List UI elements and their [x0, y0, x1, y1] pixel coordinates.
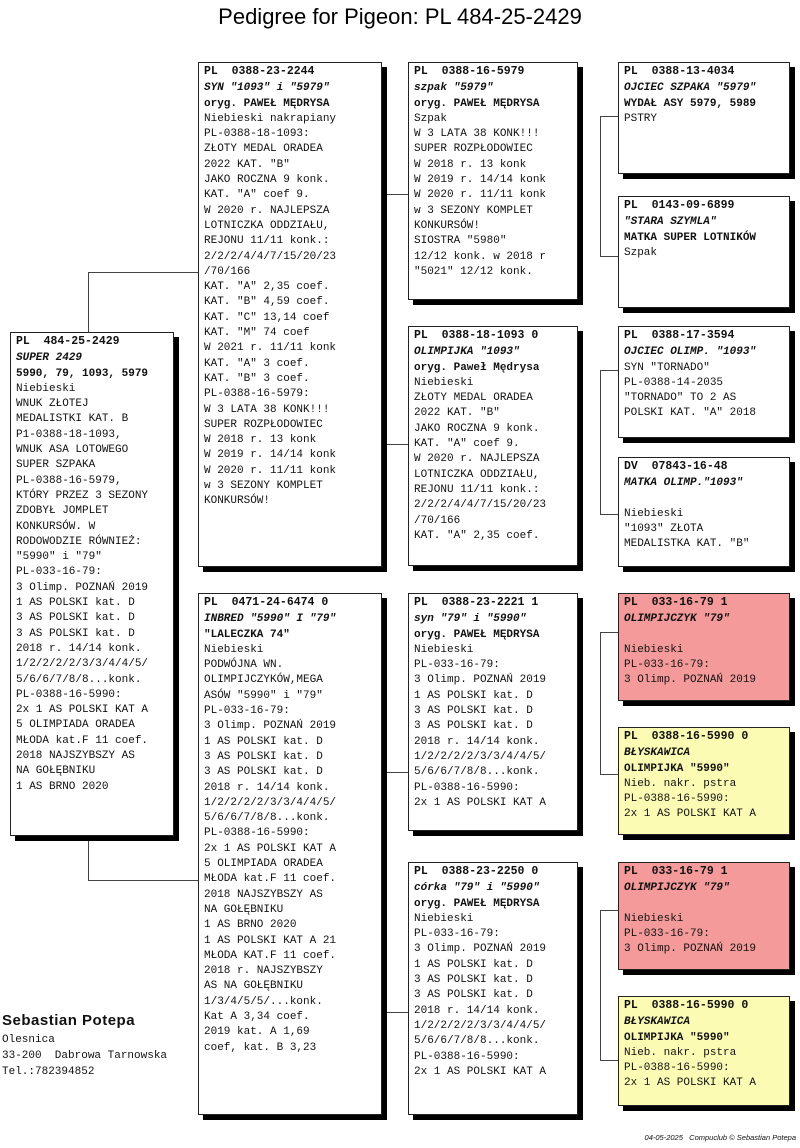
pigeon-note: /70/166: [414, 514, 461, 527]
pigeon-note: 3 AS POLSKI kat. D: [16, 627, 135, 640]
pigeon-note: 1 AS POLSKI kat. D: [16, 597, 135, 610]
pigeon-name: syn "79" i "5990": [414, 613, 527, 626]
ring-number: PL 0388-23-2244: [204, 65, 315, 78]
pigeon-note: ZDOBYŁ JOMPLET: [16, 505, 109, 518]
pigeon-note: W 2021 r. 11/11 konk: [204, 342, 337, 355]
pigeon-note: KAT. "A" coef 9.: [414, 438, 520, 451]
pigeon-note: Niebieski: [204, 643, 264, 656]
pigeon-note: 1 AS POLSKI kat. D: [204, 735, 323, 748]
pigeon-note: Niebieski: [414, 912, 474, 925]
pigeon-note: 2019 kat. A 1,69: [204, 1026, 310, 1039]
pigeon-note: W 2020 r. 11/11 konk: [414, 189, 547, 202]
pigeon-note: Nieb. nakr. pstra: [624, 1046, 737, 1059]
pigeon-note: W 2018 r. 13 konk: [204, 434, 317, 447]
pigeon-note: 5/6/6/7/8/8...konk.: [16, 673, 142, 686]
pigeon-note: 1 AS BRNO 2020: [204, 919, 297, 932]
pigeon-card-ffm[interactable]: [618, 196, 790, 308]
pigeon-note: 2018 NAJSZYBSZY AS: [16, 750, 135, 763]
pigeon-note: KAT. "A" 2,35 coef.: [414, 529, 540, 542]
pigeon-note: 3 Olimp. POZNAŃ 2019: [16, 581, 149, 594]
pigeon-note: LOTNICZKA ODDZIAŁU,: [204, 219, 330, 232]
pigeon-note: SUPER ROZPŁODOWIEC: [204, 418, 323, 431]
pigeon-note: 2x 1 AS POLSKI KAT A: [204, 842, 337, 855]
ring-number: PL 0471-24-6474 0: [204, 596, 329, 609]
connector-line: [88, 880, 198, 881]
pigeon-note: W 2019 r. 14/14 konk: [204, 449, 337, 462]
pigeon-note: Szpak: [414, 112, 448, 125]
pigeon-note: 2018 r. 14/14 konk.: [414, 1004, 540, 1017]
pigeon-highlight: oryg. PAWEŁ MĘDRYSA: [414, 628, 540, 641]
pigeon-card-mfm[interactable]: [618, 727, 790, 835]
pigeon-note: W 2018 r. 13 konk: [414, 158, 527, 171]
pigeon-note: 5/6/6/7/8/8...konk.: [414, 1035, 540, 1048]
connector-line: [600, 116, 601, 256]
ring-number: PL 0388-18-1093 0: [414, 329, 539, 342]
pigeon-note: PL-0388-16-5990:: [204, 827, 310, 840]
pigeon-note: PSTRY: [624, 112, 658, 125]
pigeon-note: 1 AS POLSKI KAT A 21: [204, 934, 337, 947]
owner-name: Sebastian Potepa: [2, 1012, 136, 1029]
pigeon-name: szpak "5979": [414, 82, 494, 95]
pigeon-note: PL-0388-16-5979,: [16, 474, 122, 487]
pigeon-note: WNUK ASA LOTOWEGO: [16, 444, 129, 457]
pigeon-name: SYN "1093" i "5979": [204, 82, 330, 95]
pigeon-note: 2022 KAT. "B": [204, 158, 290, 171]
connector-line: [600, 632, 618, 633]
pigeon-note: "TORNADO" TO 2 AS: [624, 392, 737, 405]
pigeon-highlight: oryg. PAWEŁ MĘDRYSA: [204, 97, 330, 110]
pigeon-note: Niebieski: [624, 507, 684, 520]
pigeon-note: P1-0388-18-1093,: [16, 428, 122, 441]
connector-line: [380, 194, 408, 195]
pigeon-highlight: "LALECZKA 74": [204, 628, 290, 641]
pigeon-note: KTÓRY PRZEZ 3 SEZONY: [16, 489, 149, 502]
pigeon-note: 3 AS POLSKI kat. D: [414, 974, 533, 987]
connector-line: [88, 836, 89, 880]
pigeon-note: 12/12 konk. w 2018 r: [414, 250, 547, 263]
pigeon-name: INBRED "5990" I "79": [204, 613, 337, 626]
pigeon-note: KAT. "A" coef 9.: [204, 189, 310, 202]
pigeon-note: 2x 1 AS POLSKI KAT A: [624, 1077, 757, 1090]
pigeon-note: 2018 NAJSZYBSZY AS: [204, 888, 323, 901]
pigeon-note: 2/2/2/4/4/7/15/20/23: [204, 250, 337, 263]
pigeon-note: MEDALISTKI KAT. B: [16, 413, 129, 426]
pigeon-note: 3 AS POLSKI kat. D: [414, 989, 533, 1002]
pigeon-note: MŁODA kat.F 11 coef.: [204, 873, 337, 886]
pigeon-note: Niebieski: [624, 912, 684, 925]
pigeon-highlight: oryg. PAWEŁ MĘDRYSA: [414, 97, 540, 110]
pigeon-note: PL-0388-16-5990:: [624, 793, 730, 806]
pigeon-note: AS NA GOŁĘBNIKU: [204, 980, 304, 993]
owner-phone: Tel.:782394852: [2, 1066, 95, 1078]
pigeon-card-mmf[interactable]: [618, 862, 790, 970]
pigeon-note: PL-0388-16-5990:: [414, 1050, 520, 1063]
pigeon-card-mm[interactable]: [408, 862, 578, 1115]
pigeon-note: MŁODA kat.F 11 coef.: [16, 734, 149, 747]
connector-line: [600, 774, 618, 775]
owner-address: 33-200 Dabrowa Tarnowska: [2, 1050, 168, 1062]
pigeon-note: JAKO ROCZNA 9 konk.: [204, 174, 330, 187]
pigeon-note: 5 OLIMPIADA ORADEA: [16, 719, 135, 732]
pigeon-note: Nieb. nakr. pstra: [624, 777, 737, 790]
connector-line: [600, 256, 618, 257]
pigeon-note: KAT. "B" 4,59 coef.: [204, 296, 330, 309]
pigeon-note: Szpak: [624, 246, 658, 259]
pigeon-note: 5 OLIMPIADA ORADEA: [204, 858, 323, 871]
pigeon-card-mff[interactable]: [618, 593, 790, 701]
pigeon-note: KONKURSÓW. W: [16, 520, 96, 533]
pigeon-card-ff[interactable]: [408, 62, 578, 300]
pigeon-name: OJCIEC OLIMP. "1093": [624, 346, 757, 359]
pigeon-note: 3 Olimp. POZNAŃ 2019: [414, 674, 547, 687]
pigeon-note: "5021" 12/12 konk.: [414, 265, 533, 278]
pigeon-card-father[interactable]: [198, 62, 382, 567]
pigeon-note: 1 AS BRNO 2020: [16, 780, 109, 793]
pigeon-name: MATKA OLIMP."1093": [624, 477, 743, 490]
pigeon-card-main[interactable]: [10, 332, 174, 836]
pigeon-card-fm[interactable]: [408, 326, 578, 566]
pigeon-highlight: oryg. PAWEŁ MĘDRYSA: [414, 897, 540, 910]
pigeon-note: 3 Olimp. POZNAŃ 2019: [624, 674, 757, 687]
ring-number: PL 0388-13-4034: [624, 65, 735, 78]
pigeon-note: "5990" i "79": [16, 551, 102, 564]
pigeon-note: [624, 492, 784, 507]
pigeon-note: PL-0388-16-5990:: [16, 688, 122, 701]
pigeon-note: RODOWODZIE RÓWNIEŻ:: [16, 535, 142, 548]
pigeon-note: 2018 r. 14/14 konk.: [16, 642, 142, 655]
pigeon-note: W 3 LATA 38 KONK!!!: [204, 403, 330, 416]
pigeon-note: 1/3/4/5/5/...konk.: [204, 995, 323, 1008]
pigeon-note: PL-033-16-79:: [414, 659, 500, 672]
pigeon-card-fff[interactable]: [618, 62, 790, 174]
pigeon-card-fmm[interactable]: [618, 457, 790, 567]
pigeon-name: OLIMPIJCZYK "79": [624, 613, 730, 626]
pigeon-note: W 2020 r. NAJLEPSZA: [204, 204, 330, 217]
ring-number: PL 0388-16-5990 0: [624, 999, 749, 1012]
connector-line: [600, 632, 601, 774]
pigeon-highlight: OLIMPIJKA "5990": [624, 1031, 730, 1044]
connector-line: [600, 514, 618, 515]
ring-number: PL 033-16-79 1: [624, 596, 728, 609]
pigeon-note: 1 AS POLSKI kat. D: [414, 689, 533, 702]
pigeon-highlight: MATKA SUPER LOTNIKÓW: [624, 231, 757, 244]
connector-line: [600, 910, 601, 1060]
pigeon-note: PL-0388-16-5990:: [624, 1062, 730, 1075]
pigeon-note: 5/6/6/7/8/8...konk.: [204, 812, 330, 825]
pigeon-note: KAT. "A" 3 coef.: [204, 357, 310, 370]
pigeon-note: MŁODA KAT.F 11 coef.: [204, 949, 337, 962]
pigeon-note: PL-0388-16-5990:: [414, 781, 520, 794]
connector-line: [380, 1012, 408, 1013]
pigeon-note: PODWÓJNA WN.: [204, 659, 284, 672]
pigeon-note: 1/2/2/2/2/3/3/4/4/5/: [414, 1019, 547, 1032]
pigeon-note: PL-0388-16-5979:: [204, 388, 310, 401]
pigeon-highlight: OLIMPIJKA "5990": [624, 762, 730, 775]
pigeon-note: KAT. "C" 13,14 coef: [204, 311, 330, 324]
ring-number: DV 07843-16-48: [624, 460, 728, 473]
ring-number: PL 0388-23-2221 1: [414, 596, 539, 609]
pigeon-note: 3 AS POLSKI kat. D: [16, 612, 135, 625]
pigeon-card-fmf[interactable]: [618, 326, 790, 438]
pigeon-name: BŁYSKAWICA: [624, 747, 691, 760]
pigeon-name: "STARA SZYMLA": [624, 216, 717, 229]
ring-number: PL 0388-16-5990 0: [624, 730, 749, 743]
pigeon-note: SIOSTRA "5980": [414, 235, 507, 248]
pigeon-note: 2022 KAT. "B": [414, 407, 500, 420]
pigeon-note: KAT. "M" 74 coef: [204, 327, 310, 340]
pigeon-note: KONKURSÓW!: [414, 219, 481, 232]
pigeon-note: REJONU 11/11 konk.:: [414, 483, 540, 496]
pigeon-name: OLIMPIJCZYK "79": [624, 882, 730, 895]
connector-line: [380, 772, 408, 773]
pigeon-note: w 3 SEZONY KOMPLET: [414, 204, 533, 217]
connector-line: [600, 1060, 618, 1061]
pigeon-note: w 3 SEZONY KOMPLET: [204, 480, 323, 493]
pigeon-note: LOTNICZKA ODDZIAŁU,: [414, 468, 540, 481]
pigeon-note: PL-0388-14-2035: [624, 376, 724, 389]
pigeon-highlight: 5990, 79, 1093, 5979: [16, 367, 149, 380]
pigeon-note: PL-033-16-79:: [624, 928, 710, 941]
pigeon-name: BŁYSKAWICA: [624, 1016, 691, 1029]
pigeon-note: 1/2/2/2/2/3/3/4/4/5/: [414, 750, 547, 763]
pigeon-note: 2x 1 AS POLSKI KAT A: [16, 704, 149, 717]
pigeon-note: coef, kat. B 3,23: [204, 1041, 317, 1054]
pigeon-note: Niebieski: [16, 382, 76, 395]
pigeon-note: ZŁOTY MEDAL ORADEA: [414, 392, 533, 405]
pigeon-note: 1 AS POLSKI kat. D: [414, 958, 533, 971]
pigeon-name: SUPER 2429: [16, 352, 83, 365]
pigeon-note: ASÓW "5990" i "79": [204, 689, 323, 702]
pigeon-note: W 2019 r. 14/14 konk: [414, 174, 547, 187]
pigeon-note: OLIMPIJCZYKÓW,MEGA: [204, 674, 323, 687]
pigeon-note: Kat A 3,34 coef.: [204, 1011, 310, 1024]
pigeon-note: W 2020 r. 11/11 konk: [204, 464, 337, 477]
pigeon-note: NA GOŁĘBNIKU: [16, 765, 96, 778]
pigeon-note: 2018 r. NAJSZYBSZY: [204, 965, 323, 978]
pigeon-note: Niebieski: [414, 643, 474, 656]
pigeon-note: KONKURSÓW!: [204, 495, 271, 508]
ring-number: PL 0143-09-6899: [624, 199, 735, 212]
pigeon-note: REJONU 11/11 konk.:: [204, 235, 330, 248]
pigeon-note: 3 AS POLSKI kat. D: [414, 705, 533, 718]
pigeon-note: /70/166: [204, 265, 251, 278]
pigeon-highlight: oryg. Paweł Mędrysa: [414, 361, 540, 374]
pigeon-card-mother[interactable]: [198, 593, 382, 1115]
pigeon-highlight: WYDAŁ ASY 5979, 5989: [624, 97, 757, 110]
pigeon-note: POLSKI KAT. "A" 2018: [624, 407, 757, 420]
pigeon-note: Niebieski nakrapiany: [204, 112, 337, 125]
connector-line: [600, 370, 618, 371]
pigeon-note: SYN "TORNADO": [624, 361, 710, 374]
pigeon-note: 2x 1 AS POLSKI KAT A: [414, 1065, 547, 1078]
ring-number: PL 484-25-2429: [16, 335, 120, 348]
pigeon-note: Niebieski: [414, 376, 474, 389]
pigeon-note: PL-033-16-79:: [414, 928, 500, 941]
pigeon-note: 3 AS POLSKI kat. D: [204, 750, 323, 763]
pigeon-note: "1093" ZŁOTA: [624, 523, 704, 536]
ring-number: PL 033-16-79 1: [624, 865, 728, 878]
connector-line: [600, 370, 601, 514]
pigeon-note: W 2020 r. NAJLEPSZA: [414, 453, 540, 466]
pigeon-note: 3 Olimp. POZNAŃ 2019: [204, 720, 337, 733]
pigeon-note: W 3 LATA 38 KONK!!!: [414, 128, 540, 141]
ring-number: PL 0388-16-5979: [414, 65, 525, 78]
footer-credit: 04-05-2025 Compuclub © Sebastian Potepa: [644, 1133, 796, 1142]
pigeon-note: ZŁOTY MEDAL ORADEA: [204, 143, 323, 156]
pigeon-note: 2018 r. 14/14 konk.: [414, 735, 540, 748]
pigeon-note: 2x 1 AS POLSKI KAT A: [624, 808, 757, 821]
pigeon-name: OLIMPIJKA "1093": [414, 346, 520, 359]
pigeon-note: SUPER SZPAKA: [16, 459, 96, 472]
pigeon-note: 3 AS POLSKI kat. D: [414, 720, 533, 733]
pigeon-note: 2x 1 AS POLSKI KAT A: [414, 796, 547, 809]
pigeon-note: 3 Olimp. POZNAŃ 2019: [624, 943, 757, 956]
pigeon-note: SUPER ROZPŁODOWIEC: [414, 143, 533, 156]
pigeon-note: PL-033-16-79:: [204, 705, 290, 718]
pigeon-note: PL-033-16-79:: [16, 566, 102, 579]
pigeon-note: 2/2/2/4/4/7/15/20/23: [414, 499, 547, 512]
pigeon-note: 1/2/2/2/2/3/3/4/4/5/: [16, 658, 149, 671]
pigeon-note: 3 AS POLSKI kat. D: [204, 766, 323, 779]
connector-line: [600, 910, 618, 911]
pigeon-note: KAT. "A" 2,35 coef.: [204, 281, 330, 294]
owner-city: Olesnica: [2, 1034, 55, 1046]
pigeon-card-mf[interactable]: [408, 593, 578, 831]
pigeon-note: NA GOŁĘBNIKU: [204, 903, 284, 916]
connector-line: [88, 272, 89, 332]
ring-number: PL 0388-23-2250 0: [414, 865, 539, 878]
ring-number: PL 0388-17-3594: [624, 329, 735, 342]
connector-line: [600, 116, 618, 117]
connector-line: [88, 272, 198, 273]
owner-info: [2, 1013, 167, 1080]
pigeon-note: 1/2/2/2/2/3/3/4/4/5/: [204, 796, 337, 809]
pigeon-note: WNUK ZŁOTEJ: [16, 398, 89, 411]
pigeon-note: 3 Olimp. POZNAŃ 2019: [414, 943, 547, 956]
pigeon-note: MEDALISTKA KAT. "B": [624, 538, 750, 551]
pigeon-name: OJCIEC SZPAKA "5979": [624, 82, 757, 95]
pigeon-note: [624, 628, 784, 643]
pigeon-note: [624, 897, 784, 912]
pigeon-note: 2018 r. 14/14 konk.: [204, 781, 330, 794]
pigeon-card-mmm[interactable]: [618, 996, 790, 1106]
pigeon-note: 5/6/6/7/8/8...konk.: [414, 766, 540, 779]
pigeon-note: Niebieski: [624, 643, 684, 656]
pigeon-name: córka "79" i "5990": [414, 882, 540, 895]
pigeon-note: KAT. "B" 3 coef.: [204, 372, 310, 385]
page-title: Pedigree for Pigeon: PL 484-25-2429: [218, 4, 582, 29]
pigeon-note: PL-033-16-79:: [624, 659, 710, 672]
connector-line: [380, 444, 408, 445]
pigeon-note: PL-0388-18-1093:: [204, 128, 310, 141]
pigeon-note: JAKO ROCZNA 9 konk.: [414, 422, 540, 435]
